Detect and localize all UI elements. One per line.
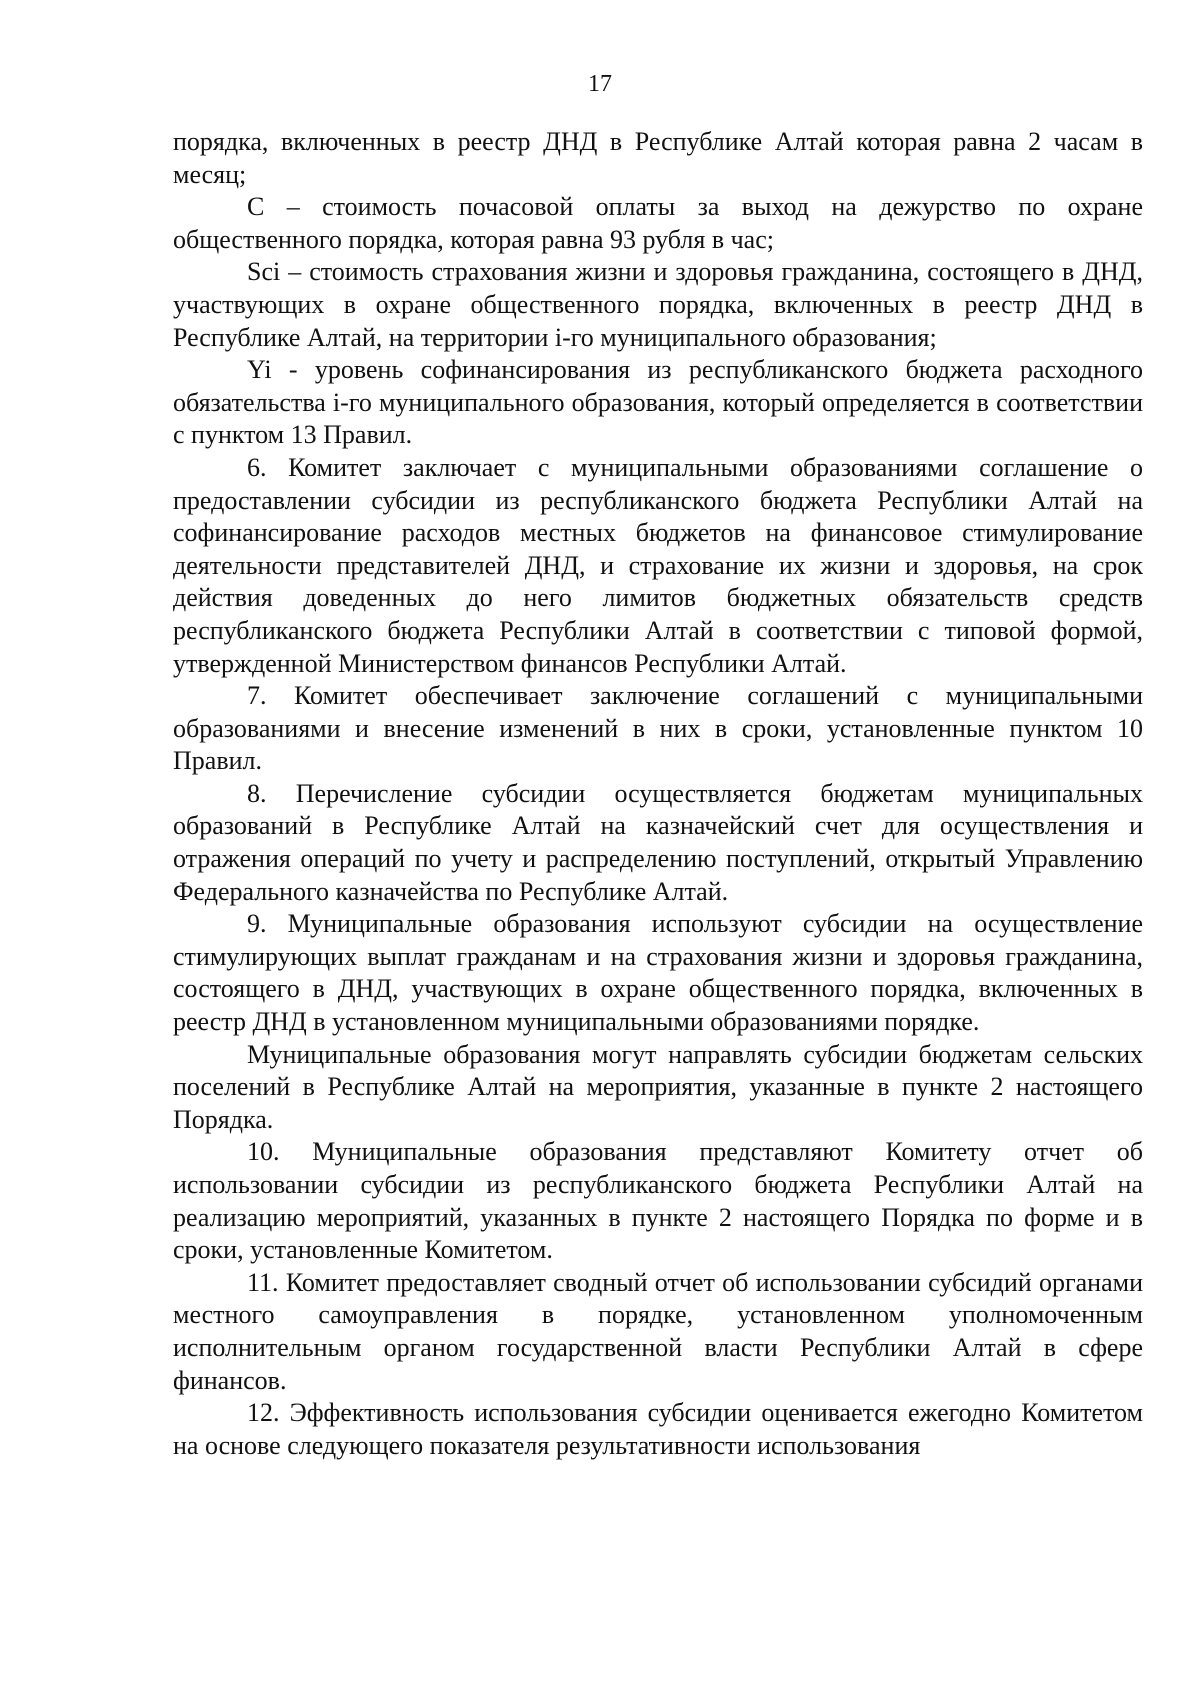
paragraph-item-6: 6. Комитет заключает с муниципальными образованиями соглашение о предоставлении субсидии из республиканского бюджета Республики Алтай на софинансирование расходов местных бюджетов на финансовое стимулирование деятельности представителей ДНД, и страхование их жизни и здоровья, на срок действия доведенных до него лимитов бюджетных обязательств средств республиканского бюджета Республики Алтай в соответствии с типовой формой, утвержденной Министерством финансов Республики Алтай. — [173, 452, 1143, 678]
paragraph-definition-c: С – стоимость почасовой оплаты за выход на дежурство по охране общественного порядка, которая равна 93 рубля в час; — [173, 192, 1143, 254]
paragraph-continuation: порядка, включенных в реестр ДНД в Республике Алтай которая равна 2 часам в месяц; — [173, 127, 1143, 189]
document-body — [173, 126, 1143, 1462]
paragraph-definition-sci: Sci – стоимость страхования жизни и здоровья гражданина, состоящего в ДНД, участвующих в охране общественного порядка, включенных в реестр ДНД в Республике Алтай, на территории i-го муниципального образования; — [173, 257, 1143, 352]
paragraph-item-10: 10. Муниципальные образования представляют Комитету отчет об использовании субсидии из республиканского бюджета Республики Алтай на реализацию мероприятий, указанных в пункте 2 настоящего Порядка по форме и в сроки, установленные Комитетом. — [173, 1137, 1143, 1265]
paragraph-definition-yi: Yi - уровень софинансирования из республиканского бюджета расходного обязательства i-го муниципального образования, который определяется в соответствии с пунктом 13 Правил. — [173, 355, 1143, 450]
page-number: 17 — [588, 71, 612, 97]
paragraph-item-7: 7. Комитет обеспечивает заключение соглашений с муниципальными образованиями и внесение изменений в них в сроки, установленные пунктом 10 Правил. — [173, 681, 1143, 776]
paragraph-item-8: 8. Перечисление субсидии осуществляется бюджетам муниципальных образований в Республике Алтай на казначейский счет для осуществления и отражения операций по учету и распределению поступлений, открытый Управлению Федерального казначейства по Республике Алтай. — [173, 778, 1143, 906]
paragraph-item-9: 9. Муниципальные образования используют субсидии на осуществление стимулирующих выплат гражданам и на страхования жизни и здоровья гражданина, состоящего в ДНД, участвующих в охране общественного порядка, включенных в реестр ДНД в установленном муниципальными образованиями порядке. — [173, 909, 1143, 1037]
paragraph-item-12: 12. Эффективность использования субсидии оценивается ежегодно Комитетом на основе следующего показателя результативности использования — [173, 1398, 1143, 1460]
paragraph-item-9-continued: Муниципальные образования могут направлять субсидии бюджетам сельских поселений в Республике Алтай на мероприятия, указанные в пункте 2 настоящего Порядка. — [173, 1039, 1143, 1134]
paragraph-item-11: 11. Комитет предоставляет сводный отчет об использовании субсидий органами местного самоуправления в порядке, установленном уполномоченным исполнительным органом государственной власти Республики Алтай в сфере финансов. — [173, 1267, 1143, 1395]
